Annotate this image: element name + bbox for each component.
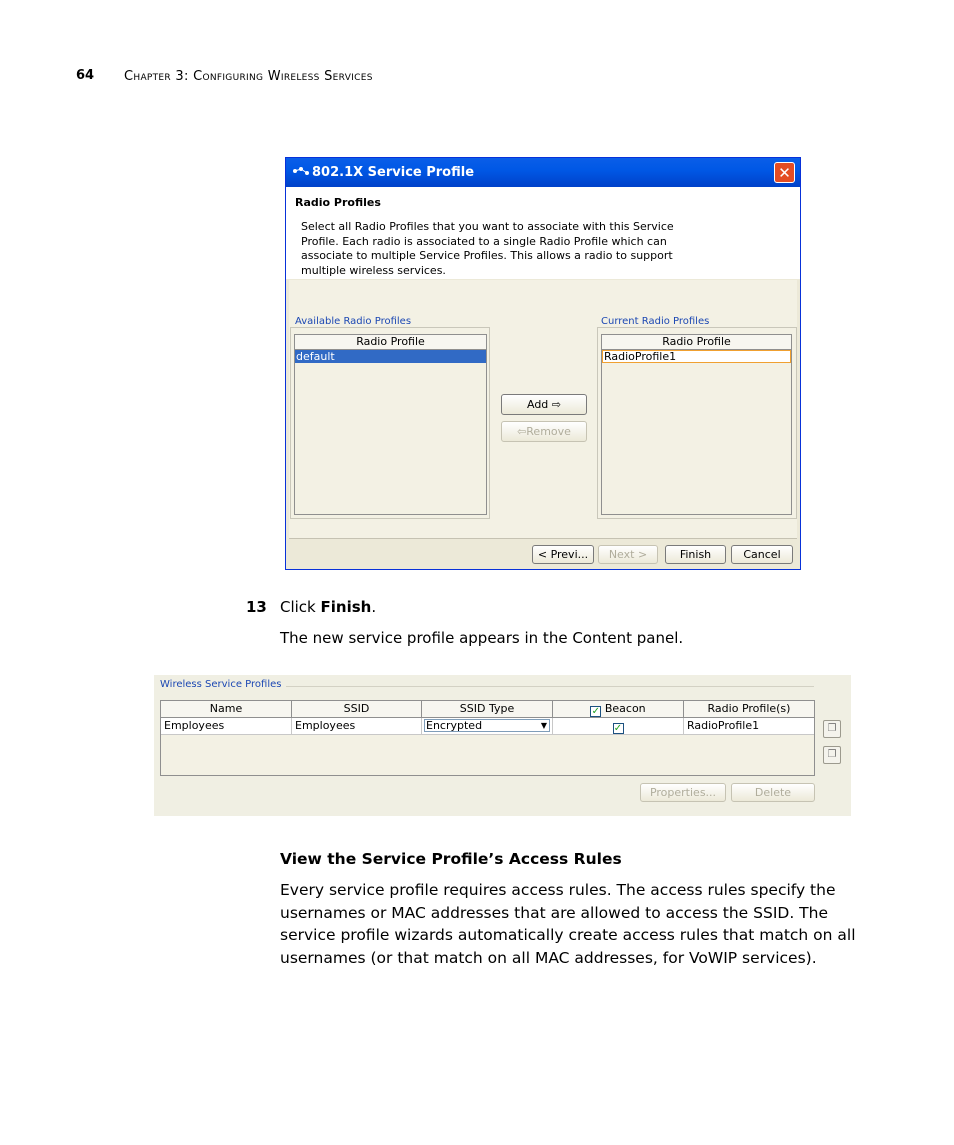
current-list — [601, 349, 792, 515]
available-list — [294, 349, 487, 515]
close-icon[interactable]: ✕ — [774, 162, 795, 183]
copy-icon[interactable]: ❐ — [823, 746, 841, 764]
cell-radio-profiles[interactable]: RadioProfile1 — [684, 718, 814, 735]
dialog-titlebar — [286, 158, 800, 187]
current-profiles-legend: Current Radio Profiles — [601, 316, 710, 327]
dialog-title: 802.1X Service Profile — [312, 165, 475, 180]
add-label: Add — [526, 398, 549, 411]
column-header-ssid-type[interactable]: SSID Type — [422, 701, 553, 718]
profiles-table — [160, 700, 815, 776]
copy-icon[interactable]: ❐ — [823, 720, 841, 738]
properties-button[interactable]: Properties... — [640, 783, 726, 802]
step-suffix: . — [371, 598, 377, 616]
divider — [286, 686, 814, 687]
chevron-down-icon: ▼ — [540, 721, 547, 730]
wireless-service-profiles-panel — [154, 675, 851, 816]
beacon-checkbox[interactable]: ✓ — [613, 723, 623, 734]
column-header-name[interactable]: Name — [161, 701, 292, 718]
page-number: 64 — [76, 68, 95, 83]
beacon-header-label: Beacon — [604, 702, 646, 715]
available-profiles-legend: Available Radio Profiles — [295, 316, 412, 327]
dialog-heading: Radio Profiles — [295, 196, 381, 209]
ssid-type-value: Encrypted — [426, 719, 483, 732]
step-prefix: Click — [280, 598, 321, 616]
network-icon — [292, 165, 310, 179]
cell-name[interactable]: Employees — [161, 718, 292, 735]
cell-ssid[interactable]: Employees — [292, 718, 422, 735]
current-column-header[interactable]: Radio Profile — [601, 334, 792, 350]
arrow-right-icon: ⇨ — [551, 398, 561, 411]
divider — [289, 538, 797, 539]
service-profile-dialog — [285, 157, 801, 570]
list-item[interactable]: RadioProfile1 — [602, 350, 791, 363]
step-instruction — [280, 598, 376, 616]
available-column-header[interactable]: Radio Profile — [294, 334, 487, 350]
cancel-button[interactable]: Cancel — [731, 545, 793, 564]
paragraph: Every service profile requires access rules. The access rules specify the usernames or MAC addresses that are allowed to access the SSID. The service profile wizards automatically create access rules that match on all usernames (or that match on all MAC addresses, for VoWIP services). — [280, 881, 856, 967]
previous-button[interactable]: < Previ... — [532, 545, 594, 564]
add-button[interactable] — [501, 394, 587, 415]
column-header-beacon[interactable] — [553, 701, 684, 718]
dialog-description: Select all Radio Profiles that you want to associate with this Service Profile. Each radio is associated to a single Radio Profile which can associate to multiple Service Profiles. This allows a radio to support multiple wireless services. — [301, 220, 674, 277]
list-item[interactable]: default — [295, 350, 486, 363]
step-bold: Finish — [320, 598, 372, 616]
next-button[interactable]: Next > — [598, 545, 658, 564]
finish-button[interactable]: Finish — [665, 545, 726, 564]
remove-button[interactable] — [501, 421, 587, 442]
remove-label: Remove — [526, 425, 571, 438]
column-header-radio-profiles[interactable]: Radio Profile(s) — [684, 701, 814, 718]
chapter-title: Chapter 3: Configuring Wireless Services — [124, 69, 373, 84]
column-header-ssid[interactable]: SSID — [292, 701, 422, 718]
paragraph: The new service profile appears in the Content panel. — [280, 629, 684, 647]
section-heading: View the Service Profile’s Access Rules — [280, 850, 622, 868]
cell-ssid-type — [422, 718, 553, 735]
beacon-header-checkbox[interactable]: ✓ — [591, 706, 601, 717]
step-number: 13 — [246, 598, 267, 616]
ssid-type-select[interactable] — [424, 719, 550, 732]
delete-button[interactable]: Delete — [731, 783, 815, 802]
arrow-left-icon: ⇦ — [517, 425, 527, 438]
panel-legend: Wireless Service Profiles — [160, 679, 285, 690]
cell-beacon — [553, 718, 684, 735]
